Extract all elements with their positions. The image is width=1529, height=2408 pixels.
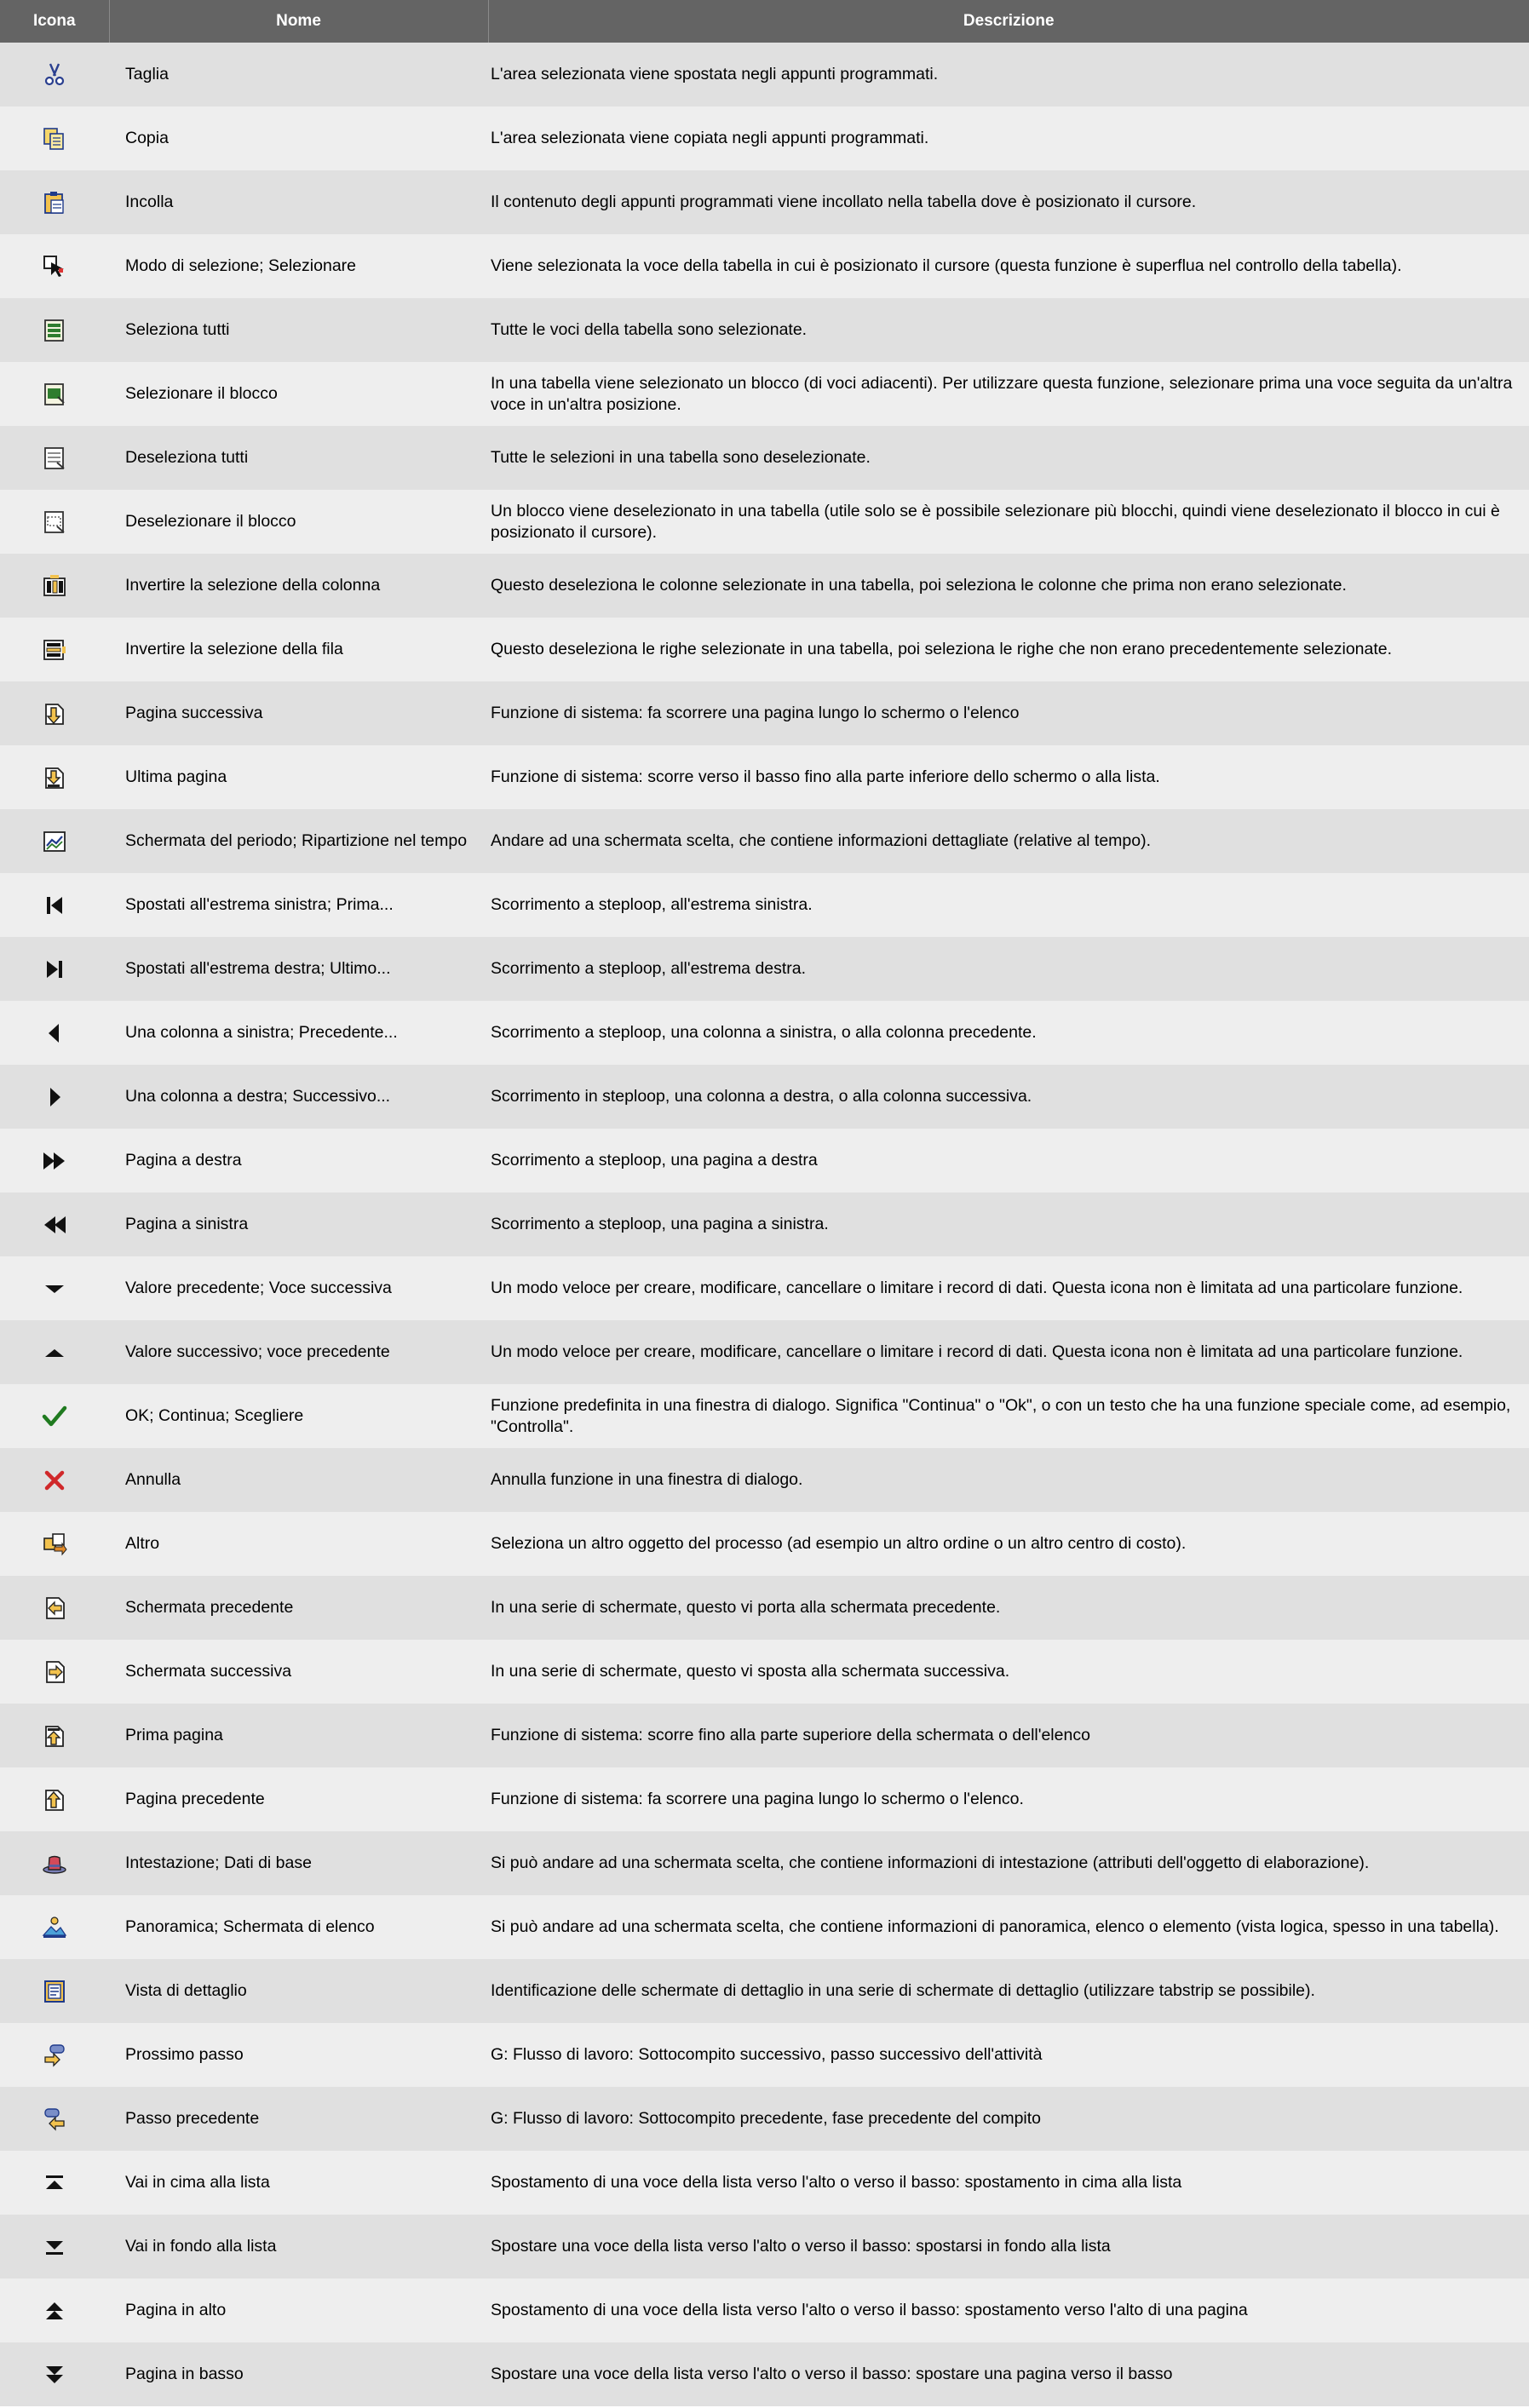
table-row [0, 618, 1529, 681]
description-cell: Questo deseleziona le righe selezionate in una tabella, poi seleziona le righe che non erano precedentemente selezionate. [491, 640, 1393, 658]
name-cell: Ultima pagina [125, 767, 227, 786]
icon-cell [0, 1959, 109, 2023]
description-cell: Spostare una voce della lista verso l'alto o verso il basso: spostarsi in fondo alla lista [491, 2237, 1111, 2256]
name-cell: Prossimo passo [125, 2045, 244, 2064]
table-row [0, 362, 1529, 426]
table-row [0, 2342, 1529, 2406]
table-row [0, 873, 1529, 937]
icon-cell [0, 937, 109, 1001]
other-object-icon [40, 1530, 69, 1559]
description-cell: Annulla funzione in una finestra di dialogo. [491, 1470, 803, 1489]
copy-icon [40, 124, 69, 153]
name-cell: Una colonna a sinistra; Precedente... [125, 1023, 398, 1042]
go-bottom-icon [40, 2233, 69, 2261]
description-cell: Un blocco viene deselezionato in una tabella (utile solo se è possibile selezionare più blocchi, quindi viene deselezionato il blocco in cui è posizionato il cursore). [491, 501, 1500, 542]
table-row [0, 745, 1529, 809]
name-cell: Pagina precedente [125, 1790, 265, 1808]
description-cell: Si può andare ad una schermata scelta, che contiene informazioni di intestazione (attributi dell'oggetto di elaborazione). [491, 1853, 1370, 1872]
table-row [0, 1767, 1529, 1831]
description-cell: Scorrimento a steploop, all'estrema destra. [491, 959, 807, 978]
go-top-icon [40, 2169, 69, 2198]
icon-cell [0, 2215, 109, 2279]
icon-cell [0, 1704, 109, 1767]
name-cell: Vista di dettaglio [125, 1981, 247, 2000]
icon-cell [0, 2151, 109, 2215]
description-cell: Viene selezionata la voce della tabella in cui è posizionato il cursore (questa funzione è superflua nel controllo della tabella). [491, 256, 1402, 275]
name-cell: Altro [125, 1534, 160, 1553]
description-cell: In una tabella viene selezionato un blocco (di voci adiacenti). Per utilizzare questa funzione, selezionare prima una voce seguita da un'altra voce in un'altra posizione. [491, 373, 1513, 414]
name-cell: Prima pagina [125, 1726, 223, 1744]
name-cell: Copia [125, 129, 169, 147]
name-cell: Invertire la selezione della fila [125, 640, 343, 658]
header-hat-icon [40, 1849, 69, 1878]
previous-step-icon [40, 2105, 69, 2134]
description-cell: Spostare una voce della lista verso l'alto o verso il basso: spostare una pagina verso il basso [491, 2365, 1173, 2383]
next-column-icon [40, 1083, 69, 1112]
name-cell: Panoramica; Schermata di elenco [125, 1917, 375, 1936]
icon-cell [0, 426, 109, 490]
description-cell: Si può andare ad una schermata scelta, che contiene informazioni di panoramica, elenco o elemento (vista logica, spesso in una tabella). [491, 1917, 1499, 1936]
scissors-icon [40, 60, 69, 89]
description-cell: In una serie di schermate, questo vi porta alla schermata precedente. [491, 1598, 1001, 1617]
page-left-icon [40, 1210, 69, 1239]
icon-cell [0, 745, 109, 809]
description-cell: Funzione predefinita in una finestra di dialogo. Significa "Continua" o "Ok", o con un testo che ha una funzione speciale come, ad esempio, "Controlla". [491, 1395, 1511, 1436]
deselect-block-icon [40, 508, 69, 537]
table-row [0, 1895, 1529, 1959]
table-row [0, 1959, 1529, 2023]
name-cell: Spostati all'estrema destra; Ultimo... [125, 959, 391, 978]
name-cell: Vai in fondo alla lista [125, 2237, 277, 2256]
table-row [0, 1576, 1529, 1640]
table-row [0, 554, 1529, 618]
checkmark-icon [40, 1402, 69, 1431]
invert-row-selection-icon [40, 635, 69, 664]
icon-cell [0, 809, 109, 873]
icon-cell [0, 1193, 109, 1256]
icon-cell [0, 1767, 109, 1831]
table-row [0, 234, 1529, 298]
name-cell: Deseleziona tutti [125, 448, 249, 467]
description-cell: Un modo veloce per creare, modificare, cancellare o limitare i record di dati. Questa icona non è limitata ad una particolare funzione. [491, 1279, 1463, 1297]
name-cell: Pagina successiva [125, 704, 263, 722]
description-cell: Spostamento di una voce della lista verso l'alto o verso il basso: spostamento verso l'alto di una pagina [491, 2301, 1248, 2319]
icon-cell [0, 362, 109, 426]
description-cell: Scorrimento a steploop, all'estrema sinistra. [491, 895, 813, 914]
description-cell: Funzione di sistema: scorre verso il basso fino alla parte inferiore dello schermo o alla lista. [491, 767, 1160, 786]
name-cell: Una colonna a destra; Successivo... [125, 1087, 391, 1106]
last-column-icon [40, 955, 69, 984]
description-cell: Scorrimento in steploop, una colonna a destra, o alla colonna successiva. [491, 1087, 1032, 1106]
table-row [0, 170, 1529, 234]
name-cell: Valore successivo; voce precedente [125, 1342, 390, 1361]
name-cell: Vai in cima alla lista [125, 2173, 270, 2192]
first-page-icon [40, 1721, 69, 1750]
icon-cell [0, 1384, 109, 1448]
table-row [0, 1448, 1529, 1512]
description-cell: G: Flusso di lavoro: Sottocompito successivo, passo successivo dell'attività [491, 2045, 1043, 2064]
table-row [0, 809, 1529, 873]
description-cell: Funzione di sistema: fa scorrere una pagina lungo lo schermo o l'elenco [491, 704, 1020, 722]
icon-cell [0, 1640, 109, 1704]
description-cell: Il contenuto degli appunti programmati viene incollato nella tabella dove è posizionato il cursore. [491, 193, 1197, 211]
previous-screen-icon [40, 1594, 69, 1623]
icon-cell [0, 298, 109, 362]
icon-cell [0, 1831, 109, 1895]
description-cell: Tutte le selezioni in una tabella sono deselezionate. [491, 448, 871, 467]
table-row [0, 1065, 1529, 1129]
next-screen-icon [40, 1658, 69, 1687]
column-header-description: Descrizione [963, 12, 1055, 30]
icon-cell [0, 681, 109, 745]
icon-cell [0, 234, 109, 298]
icon-cell [0, 873, 109, 937]
description-cell: Questo deseleziona le colonne selezionate in una tabella, poi seleziona le colonne che prima non erano selezionate. [491, 576, 1347, 595]
name-cell: Invertire la selezione della colonna [125, 576, 381, 595]
description-cell: Funzione di sistema: fa scorrere una pagina lungo lo schermo o l'elenco. [491, 1790, 1024, 1808]
table-row [0, 490, 1529, 554]
name-cell: Selezionare il blocco [125, 384, 278, 403]
icon-cell [0, 1001, 109, 1065]
name-cell: Pagina a destra [125, 1151, 242, 1170]
description-cell: Scorrimento a steploop, una pagina a sinistra. [491, 1215, 829, 1233]
page-up-icon [40, 2296, 69, 2325]
icon-cell [0, 2087, 109, 2151]
table-row [0, 681, 1529, 745]
icon-cell [0, 1895, 109, 1959]
name-cell: Pagina in basso [125, 2365, 244, 2383]
table-row [0, 43, 1529, 106]
name-cell: Passo precedente [125, 2109, 260, 2128]
table-row [0, 106, 1529, 170]
icon-cell [0, 2023, 109, 2087]
icon-cell [0, 554, 109, 618]
icon-cell [0, 2342, 109, 2406]
next-step-icon [40, 2041, 69, 2070]
arrow-down-icon [40, 1274, 69, 1303]
table-row [0, 2023, 1529, 2087]
name-cell: OK; Continua; Scegliere [125, 1406, 304, 1425]
description-cell: Scorrimento a steploop, una pagina a destra [491, 1151, 818, 1170]
table-row [0, 937, 1529, 1001]
next-page-icon [40, 699, 69, 728]
icon-cell [0, 1576, 109, 1640]
icon-cell [0, 1256, 109, 1320]
description-cell: Identificazione delle schermate di dettaglio in una serie di schermate di dettaglio (utilizzare tabstrip se possibile). [491, 1981, 1315, 2000]
description-cell: Scorrimento a steploop, una colonna a sinistra, o alla colonna precedente. [491, 1023, 1037, 1042]
name-cell: Modo di selezione; Selezionare [125, 256, 357, 275]
table-row [0, 1512, 1529, 1576]
table-header-row [0, 0, 1529, 43]
table-row [0, 1704, 1529, 1767]
description-cell: Un modo veloce per creare, modificare, cancellare o limitare i record di dati. Questa icona non è limitata ad una particolare funzione. [491, 1342, 1463, 1361]
detail-view-icon [40, 1977, 69, 2006]
name-cell: Schermata del periodo; Ripartizione nel tempo [125, 831, 468, 850]
icon-cell [0, 618, 109, 681]
description-cell: L'area selezionata viene spostata negli appunti programmati. [491, 65, 939, 83]
paste-icon [40, 188, 69, 217]
column-header-icon: Icona [0, 0, 109, 43]
description-cell: Andare ad una schermata scelta, che contiene informazioni dettagliate (relative al tempo). [491, 831, 1152, 850]
name-cell: Valore precedente; Voce successiva [125, 1279, 392, 1297]
description-cell: Spostamento di una voce della lista verso l'alto o verso il basso: spostamento in cima alla lista [491, 2173, 1182, 2192]
table-row [0, 1384, 1529, 1448]
icon-cell [0, 1448, 109, 1512]
description-cell: Tutte le voci della tabella sono selezionate. [491, 320, 808, 339]
page-right-icon [40, 1147, 69, 1175]
period-chart-icon [40, 827, 69, 856]
table-row [0, 1256, 1529, 1320]
icon-cell [0, 490, 109, 554]
description-cell: Seleziona un altro oggetto del processo (ad esempio un altro ordine o un altro centro di costo). [491, 1534, 1187, 1553]
name-cell: Annulla [125, 1470, 181, 1489]
icon-cell [0, 43, 109, 106]
select-mode-icon [40, 252, 69, 281]
icon-cell [0, 1512, 109, 1576]
first-column-icon [40, 891, 69, 920]
name-cell: Spostati all'estrema sinistra; Prima... [125, 895, 394, 914]
previous-column-icon [40, 1019, 69, 1048]
invert-column-selection-icon [40, 572, 69, 601]
select-all-icon [40, 316, 69, 345]
icon-cell [0, 2279, 109, 2342]
icon-cell [0, 106, 109, 170]
table-row [0, 2151, 1529, 2215]
icon-cell [0, 1129, 109, 1193]
description-cell: G: Flusso di lavoro: Sottocompito precedente, fase precedente del compito [491, 2109, 1042, 2128]
table-row [0, 426, 1529, 490]
page-down-icon [40, 2360, 69, 2389]
table-row [0, 1320, 1529, 1384]
deselect-all-icon [40, 444, 69, 473]
table-row [0, 1001, 1529, 1065]
name-cell: Taglia [125, 65, 169, 83]
description-cell: In una serie di schermate, questo vi sposta alla schermata successiva. [491, 1662, 1010, 1681]
table-row [0, 2215, 1529, 2279]
name-cell: Incolla [125, 193, 174, 211]
overview-icon [40, 1913, 69, 1942]
table-row [0, 298, 1529, 362]
name-cell: Intestazione; Dati di base [125, 1853, 312, 1872]
arrow-up-icon [40, 1338, 69, 1367]
select-block-icon [40, 380, 69, 409]
table-row [0, 1831, 1529, 1895]
name-cell: Pagina in alto [125, 2301, 227, 2319]
table-row [0, 1129, 1529, 1193]
previous-page-icon [40, 1785, 69, 1814]
table-row [0, 1640, 1529, 1704]
description-cell: L'area selezionata viene copiata negli appunti programmati. [491, 129, 929, 147]
cancel-icon [40, 1466, 69, 1495]
name-cell: Seleziona tutti [125, 320, 230, 339]
name-cell: Schermata precedente [125, 1598, 294, 1617]
name-cell: Deselezionare il blocco [125, 512, 296, 531]
last-page-icon [40, 763, 69, 792]
icon-cell [0, 1065, 109, 1129]
icon-cell [0, 1320, 109, 1384]
table-row [0, 1193, 1529, 1256]
table-row [0, 2279, 1529, 2342]
icon-cell [0, 170, 109, 234]
name-cell: Schermata successiva [125, 1662, 292, 1681]
table-row [0, 2087, 1529, 2151]
name-cell: Pagina a sinistra [125, 1215, 249, 1233]
description-cell: Funzione di sistema: scorre fino alla parte superiore della schermata o dell'elenco [491, 1726, 1090, 1744]
column-header-name: Nome [109, 0, 488, 43]
